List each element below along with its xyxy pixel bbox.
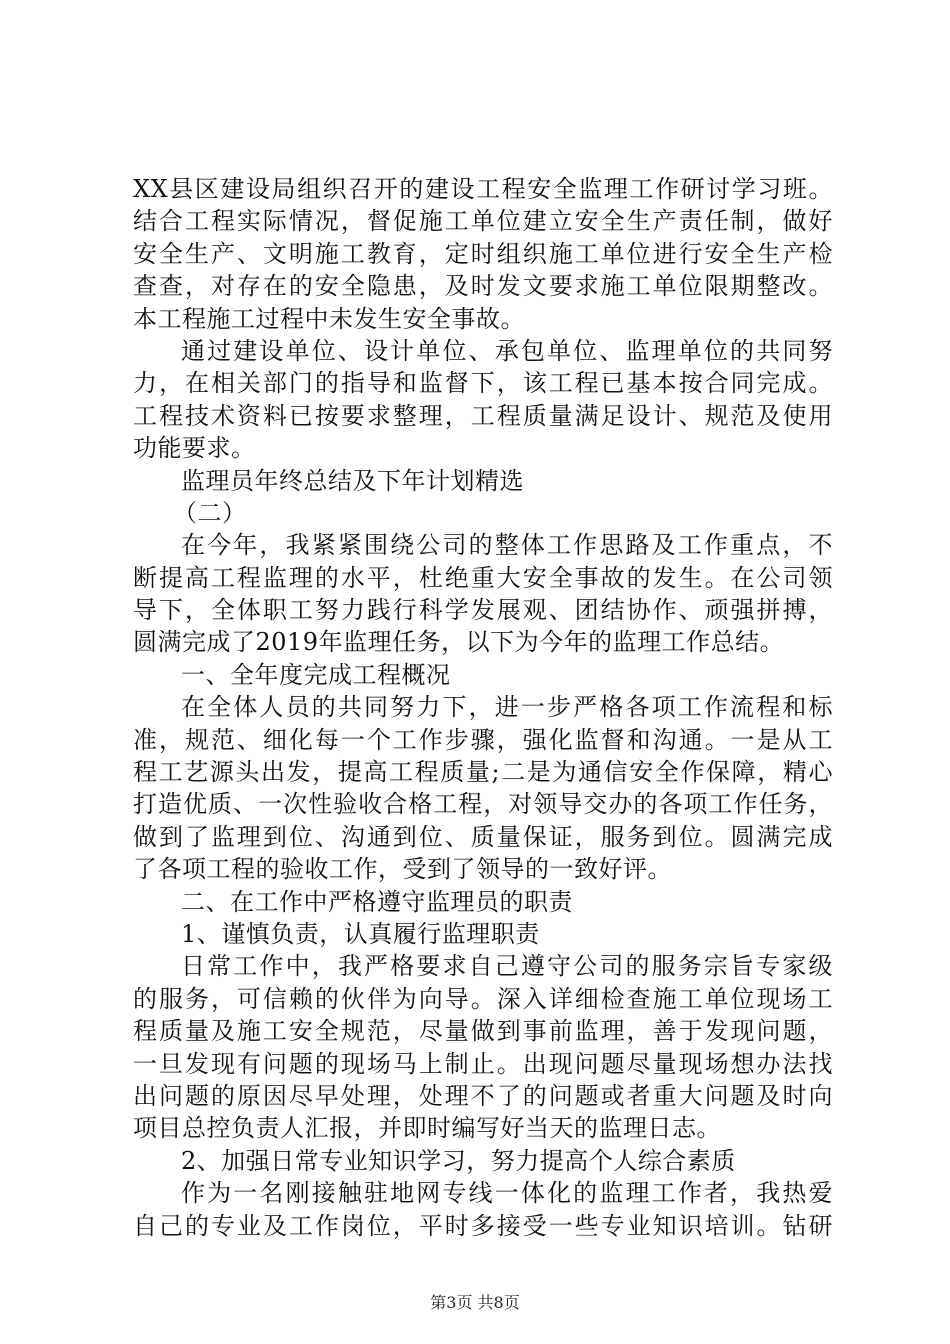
text-line: 在今年，我紧紧围绕公司的整体工作思路及工作重点，不: [181, 531, 833, 560]
section-heading: 二、在工作中严格遵守监理员的职责: [181, 887, 573, 916]
text-line: 日常工作中，我严格要求自己遵守公司的服务宗旨专家级: [181, 952, 833, 981]
text-line: 的服务，可信赖的伙伴为向导。深入详细检查施工单位现场工: [133, 984, 833, 1013]
text-line: 在全体人员的共同努力下，进一步严格各项工作流程和标: [181, 693, 833, 722]
text-line: 做到了监理到位、沟通到位、质量保证，服务到位。圆满完成: [133, 822, 833, 851]
text-line: 一旦发现有问题的现场马上制止。出现问题尽量现场想办法找: [133, 1049, 833, 1078]
text-line: 导下，全体职工努力践行科学发展观、团结协作、顽强拼搏，: [133, 596, 833, 625]
text-line: 本工程施工过程中未发生安全事故。: [133, 304, 525, 333]
text-line: 出问题的原因尽早处理，处理不了的问题或者重大问题及时向: [133, 1081, 833, 1110]
text-line: 准，规范、细化每一个工作步骤，强化监督和沟通。一是从工: [133, 725, 833, 754]
subsection-heading: 2、加强日常专业知识学习，努力提高个人综合素质: [181, 1146, 736, 1175]
text-line: 自己的专业及工作岗位，平时多接受一些专业知识培训。钻研: [133, 1211, 833, 1240]
text-line: 作为一名刚接触驻地网专线一体化的监理工作者，我热爱: [181, 1179, 833, 1208]
section-title: 监理员年终总结及下年计划精选: [181, 466, 524, 495]
text-line: 通过建设单位、设计单位、承包单位、监理单位的共同努: [181, 336, 833, 365]
text-line: 程工艺源头出发，提高工程质量;二是为通信安全作保障，精心: [133, 758, 833, 787]
subsection-heading: 1、谨慎负责，认真履行监理职责: [181, 919, 540, 948]
text-line: 程质量及施工安全规范，尽量做到事前监理，善于发现问题，: [133, 1017, 833, 1046]
text-line: 工程技术资料已按要求整理，工程质量满足设计、规范及使用: [133, 401, 833, 430]
document-body: [133, 173, 833, 1242]
section-number: （二）: [173, 498, 247, 527]
page-number-footer: 第3页 共8页: [430, 1293, 520, 1312]
text-line: 结合工程实际情况，督促施工单位建立安全生产责任制，做好: [133, 207, 833, 236]
text-line: 功能要求。: [133, 434, 256, 463]
text-line: 项目总控负责人汇报，并即时编写好当天的监理日志。: [133, 1114, 721, 1143]
text-line: 安全生产、文明施工教育，定时组织施工单位进行安全生产检: [133, 239, 833, 268]
text-line: 力，在相关部门的指导和监督下，该工程已基本按合同完成。: [133, 369, 833, 398]
text-line: 了各项工程的验收工作，受到了领导的一致好评。: [133, 855, 672, 884]
text-line: 断提高工程监理的水平，杜绝重大安全事故的发生。在公司领: [133, 563, 833, 592]
text-line: 打造优质、一次性验收合格工程，对领导交办的各项工作任务，: [133, 790, 833, 819]
text-line: 圆满完成了2019年监理任务，以下为今年的监理工作总结。: [133, 628, 785, 657]
section-heading: 一、全年度完成工程概况: [181, 660, 451, 689]
text-line: 查查，对存在的安全隐患，及时发文要求施工单位限期整改。: [133, 272, 833, 301]
text-line: XX县区建设局组织召开的建设工程安全监理工作研讨学习班。: [133, 175, 833, 203]
